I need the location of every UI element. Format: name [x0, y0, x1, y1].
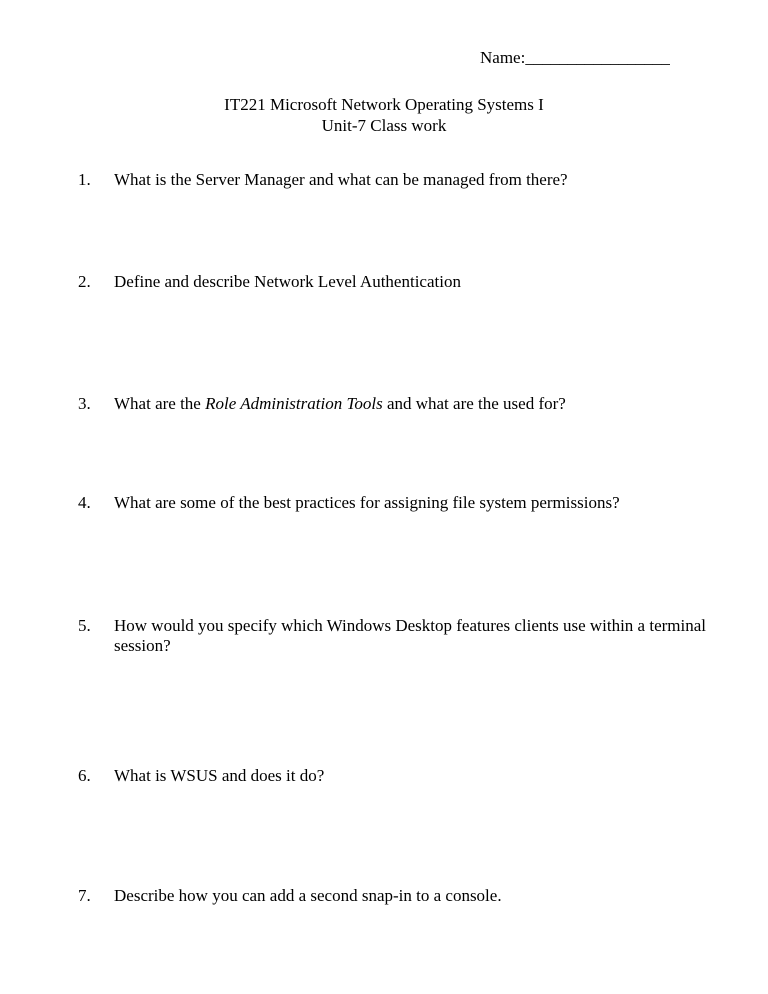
question-text: What is WSUS and does it do?	[114, 766, 325, 785]
question-6	[78, 766, 718, 786]
question-number: 2.	[78, 272, 91, 291]
question-text: Describe how you can add a second snap-in to a console.	[114, 886, 502, 905]
question-text: Define and describe Network Level Authentication	[114, 272, 461, 291]
question-number: 6.	[78, 766, 91, 785]
question-number: 7.	[78, 886, 91, 905]
course-title: IT221 Microsoft Network Operating Systems I	[224, 95, 544, 114]
question-7	[78, 886, 718, 906]
question-5	[78, 616, 718, 656]
question-text: What are some of the best practices for assigning file system permissions?	[114, 493, 620, 512]
question-4	[78, 493, 718, 513]
question-3	[78, 394, 718, 414]
name-field-label: Name:_________________	[480, 48, 670, 67]
unit-title: Unit-7 Class work	[321, 116, 447, 135]
question-1	[78, 170, 718, 190]
question-number: 5.	[78, 616, 91, 635]
question-text-before: What are the	[114, 394, 206, 413]
question-text: What is the Server Manager and what can be managed from there?	[114, 170, 568, 189]
question-number: 4.	[78, 493, 91, 512]
question-number: 1.	[78, 170, 91, 189]
question-text	[114, 394, 718, 414]
question-text-italic: Role Administration Tools	[205, 394, 383, 413]
question-text-after: and what are the used for?	[382, 394, 566, 413]
document-title	[0, 94, 768, 136]
question-number: 3.	[78, 394, 91, 413]
question-text: How would you specify which Windows Desktop features clients use within a terminal session?	[114, 616, 706, 655]
question-2	[78, 272, 718, 292]
